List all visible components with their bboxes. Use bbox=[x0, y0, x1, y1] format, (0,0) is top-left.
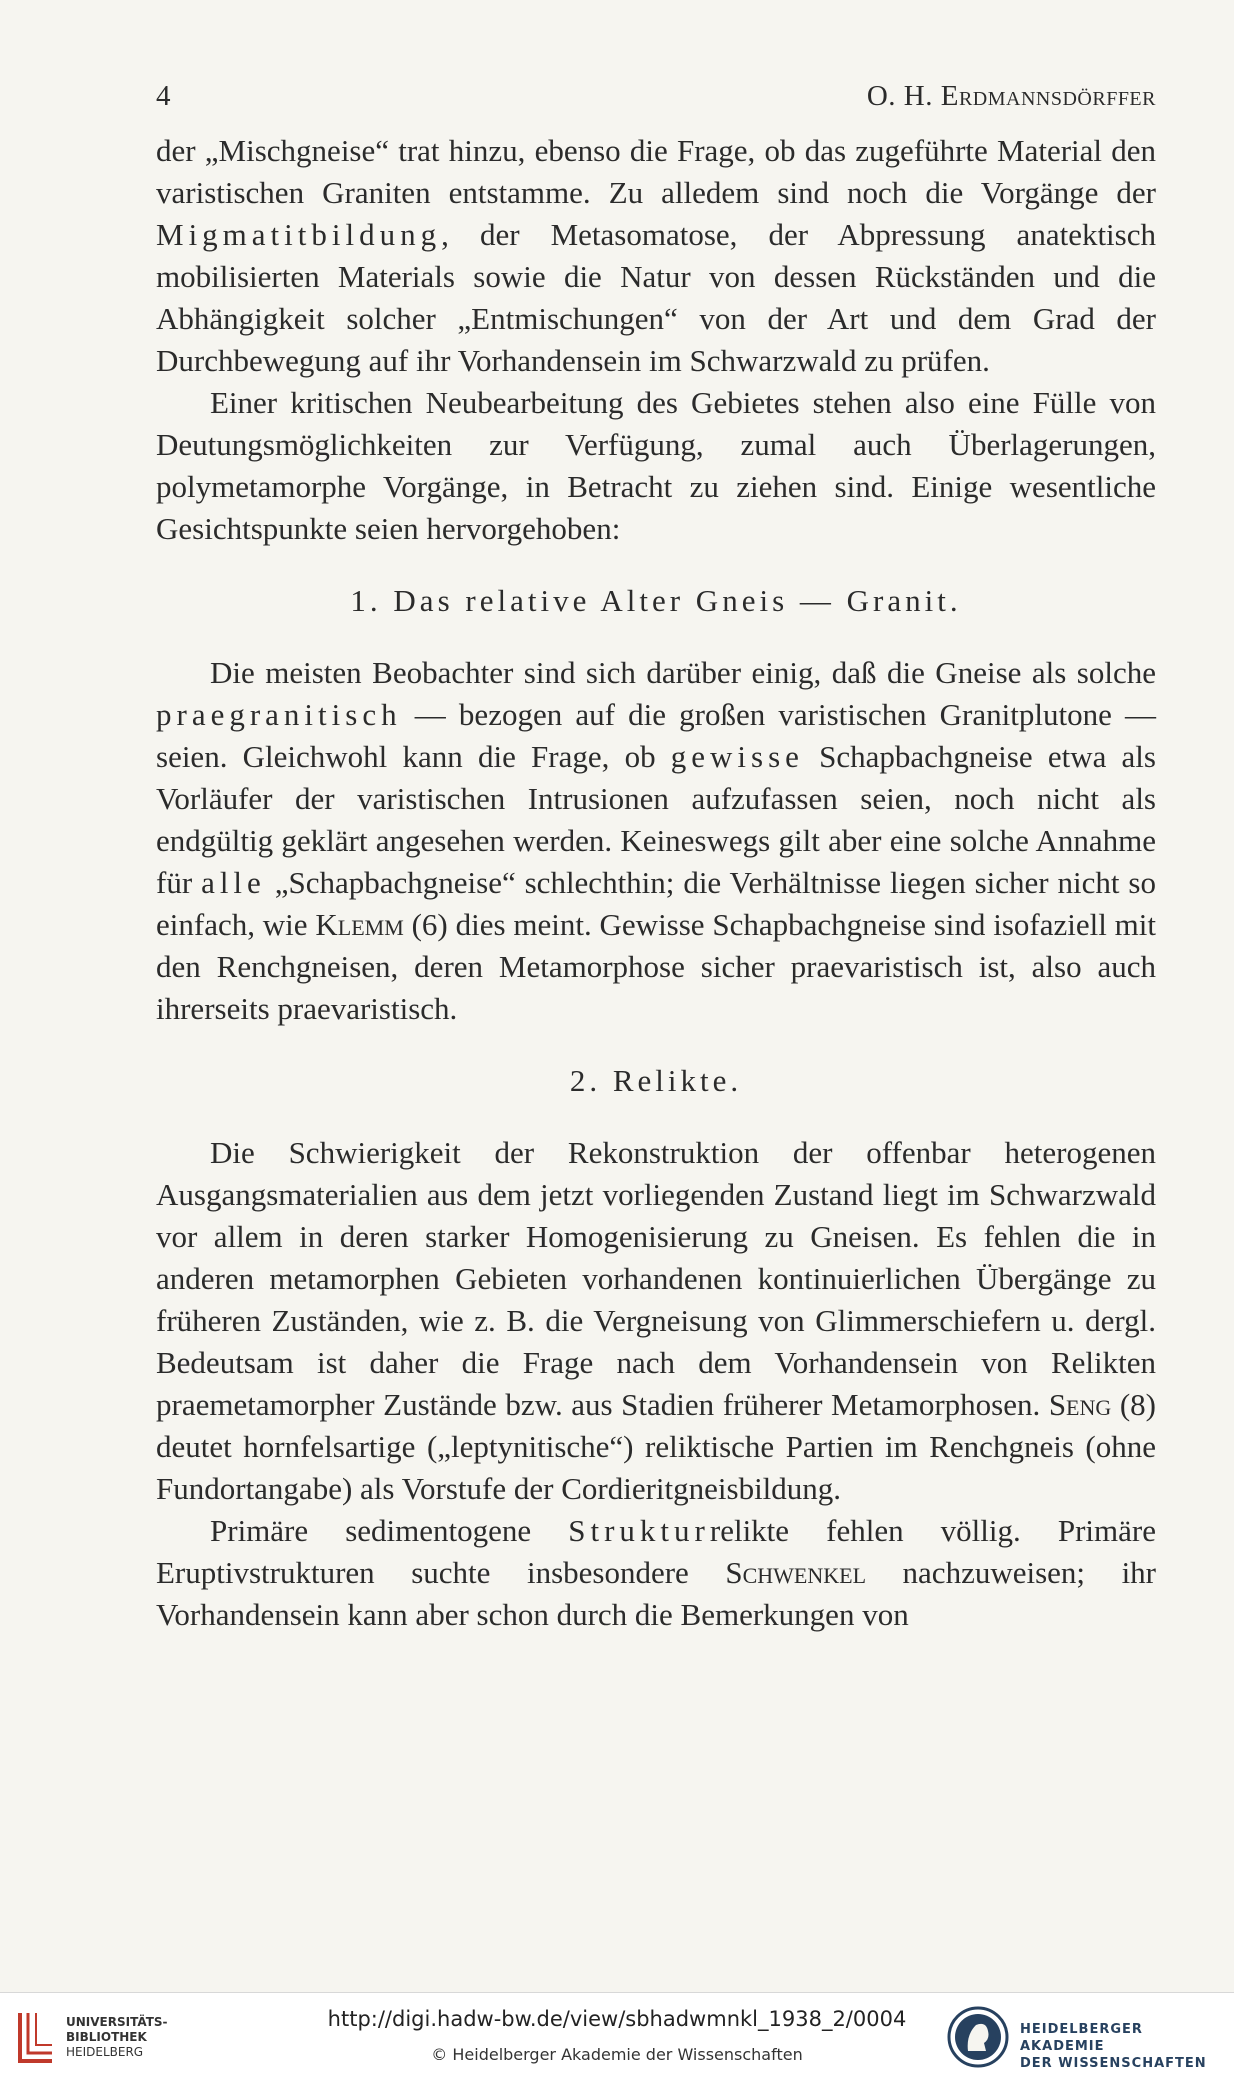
academy-seal-icon bbox=[946, 2005, 1010, 2069]
text-run: Die meisten Beobachter sind sich darüber einig, daß die Gneise als solche bbox=[210, 655, 1156, 690]
section-heading-text: 1. Das relative Alter Gneis — Granit. bbox=[350, 583, 962, 618]
paragraph-1 bbox=[156, 130, 1156, 382]
text-run: relikte fehlen völlig. Primäre Eruptivstrukturen suchte insbesondere bbox=[156, 1513, 1156, 1590]
text-run: (8) deutet hornfelsartige („leptynitische“) reliktische Partien im Renchgneis (ohne Fundortangabe) als Vorstufe der Cordieritgneisbildung. bbox=[156, 1387, 1156, 1506]
spaced-term: gewisse bbox=[670, 739, 804, 774]
paragraph-4 bbox=[156, 1132, 1156, 1510]
text-run: Die Schwierigkeit der Rekonstruktion der offenbar heterogenen Ausgangsmaterialien aus dem jetzt vorliegenden Zustand liegt im Schwarzwald vor allem in deren starker Homogenisierung zu Gneisen. Es fehlen die in anderen metamorphen Gebieten vorhandenen kontinuierlichen Übergänge zu früheren Zuständen, wie z. B. die Vergneisung von Glimmerschiefern u. dergl. Bedeutsam ist daher die Frage nach dem Vorhandensein von Relikten praemetamorpher Zustände bzw. aus Stadien früherer Metamorphosen. bbox=[156, 1135, 1156, 1422]
spaced-term: praegranitisch bbox=[156, 697, 402, 732]
paragraph-5 bbox=[156, 1510, 1156, 1636]
text-run: , der Metasomatose, der Abpressung anatektisch mobilisierten Materials sowie die Natur von dessen Rückständen und die Abhängigkeit solcher „Entmischungen“ von der Art und dem Grad der Durchbewegung auf ihr Vorhandensein im Schwarzwald zu prüfen. bbox=[156, 217, 1156, 378]
running-head-author: O. H. Erdmannsdörffer bbox=[866, 80, 1156, 112]
text-run: der „Mischgneise“ trat hinzu, ebenso die Frage, ob das zugeführte Material den varistischen Graniten entstamme. Zu alledem sind noch die Vorgänge der bbox=[156, 133, 1156, 210]
section-heading-1 bbox=[156, 580, 1156, 622]
paragraph-2: Einer kritischen Neubearbeitung des Gebietes stehen also eine Fülle von Deutungsmöglichkeiten zur Verfügung, zumal auch Überlagerungen, polymetamorphe Vorgänge, in Betracht zu ziehen sind. Einige wesentliche Gesichtspunkte seien hervorgehoben: bbox=[156, 385, 1156, 546]
spaced-term: alle bbox=[201, 865, 266, 900]
academy-logo-line: HEIDELBERGER AKADEMIE bbox=[1020, 2022, 1143, 2054]
text-run: (6) dies meint. Gewisse Schapbachgneise sind isofaziell mit den Renchgneisen, deren Metamorphose sicher praevaristisch ist, also auch ihrerseits praevaristisch. bbox=[156, 907, 1156, 1026]
text-run: Schapbachgneise etwa als Vorläufer der varistischen Intrusionen aufzufassen seien, noch nicht als endgültig geklärt angesehen werden. Keineswegs gilt aber eine solche Annahme für bbox=[156, 739, 1156, 900]
author-citation: Seng bbox=[1048, 1387, 1112, 1422]
section-heading-2 bbox=[156, 1060, 1156, 1102]
library-logo-line: UNIVERSITÄTS- bbox=[66, 2015, 168, 2029]
spaced-term: Migmatitbildung bbox=[156, 217, 442, 252]
academy-logo-text bbox=[1020, 2021, 1216, 2072]
viewer-footer bbox=[0, 1992, 1234, 2083]
body-text bbox=[156, 130, 1156, 1636]
text-run: nachzuweisen; ihr Vorhandensein kann aber schon durch die Bemerkungen von bbox=[156, 1555, 1156, 1632]
text-run: „Schapbachgneise“ schlechthin; die Verhältnisse liegen sicher nicht so einfach, wie bbox=[156, 865, 1156, 942]
text-run: Primäre sedimentogene bbox=[210, 1513, 569, 1548]
copyright-notice: © Heidelberger Akademie der Wissenschaften bbox=[431, 2045, 803, 2064]
page-number: 4 bbox=[156, 80, 171, 112]
spaced-term: Struktur bbox=[568, 1513, 710, 1548]
paragraph-3 bbox=[156, 652, 1156, 1030]
academy-logo[interactable] bbox=[946, 2005, 1216, 2071]
academy-logo-line: DER WISSENSCHAFTEN bbox=[1020, 2056, 1207, 2071]
permalink-url[interactable]: http://digi.hadw-bw.de/view/sbhadwmnkl_1938_2/0004 bbox=[327, 2007, 907, 2031]
text-run: — bezogen auf die großen varistischen Granitplutone — seien. Gleichwohl kann die Frage, ob bbox=[156, 697, 1156, 774]
library-logo-line: BIBLIOTHEK bbox=[66, 2030, 147, 2044]
author-citation: Schwenkel bbox=[725, 1555, 867, 1590]
library-logo-line: HEIDELBERG bbox=[66, 2045, 144, 2059]
author-citation: Klemm bbox=[315, 907, 404, 942]
section-heading-text: 2. Relikte. bbox=[569, 1063, 743, 1098]
